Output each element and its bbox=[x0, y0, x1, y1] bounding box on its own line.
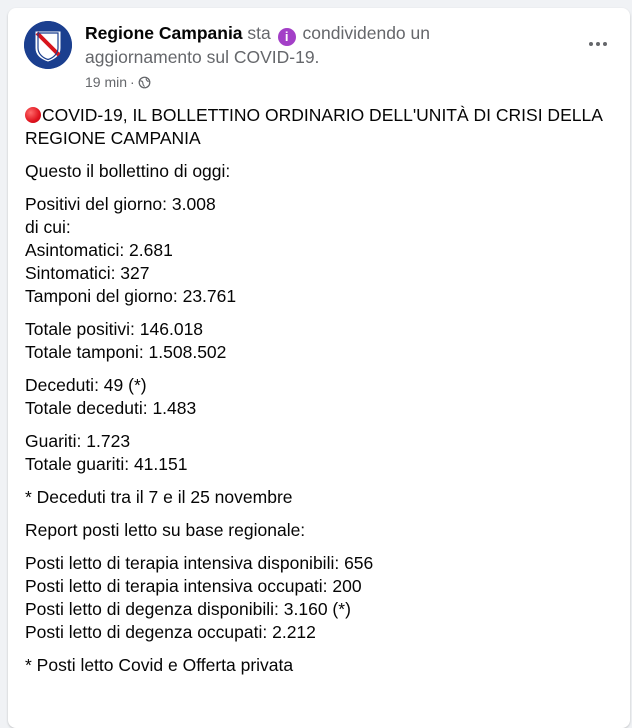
bulletin-paragraph bbox=[25, 552, 615, 644]
more-options-icon bbox=[589, 42, 593, 46]
bulletin-line: Guariti: 1.723 bbox=[25, 431, 131, 451]
bulletin-line: Asintomatici: 2.681 bbox=[25, 240, 173, 260]
activity-text: condividendo un aggiornamento sul COVID-19. bbox=[85, 23, 430, 67]
post-meta bbox=[85, 73, 151, 93]
bulletin-line: Totale positivi: 146.018 bbox=[25, 319, 204, 339]
red-circle-icon bbox=[25, 107, 41, 123]
bulletin-line: Tamponi del giorno: 23.761 bbox=[25, 286, 237, 306]
post-body bbox=[25, 104, 615, 687]
bulletin-paragraph bbox=[25, 193, 615, 308]
bulletin-line: Questo il bollettino di oggi: bbox=[25, 161, 231, 181]
campania-coat-of-arms-icon bbox=[24, 21, 72, 69]
bulletin-line: Posti letto di terapia intensiva occupati: 200 bbox=[25, 576, 362, 596]
headline bbox=[25, 104, 615, 150]
bulletin-line: * Deceduti tra il 7 e il 25 novembre bbox=[25, 487, 293, 507]
bulletin-paragraph bbox=[25, 519, 615, 542]
info-icon: i bbox=[278, 28, 296, 46]
more-options-button[interactable] bbox=[580, 32, 616, 56]
bulletin-line: Totale guariti: 41.151 bbox=[25, 454, 188, 474]
globe-icon[interactable] bbox=[138, 75, 151, 93]
bulletin-line: * Posti letto Covid e Offerta privata bbox=[25, 655, 294, 675]
bulletin-line: Sintomatici: 327 bbox=[25, 263, 150, 283]
headline-text: COVID-19, IL BOLLETTINO ORDINARIO DELL'UNITÀ DI CRISI DELLA REGIONE CAMPANIA bbox=[25, 105, 602, 148]
page-name-link[interactable]: Regione Campania bbox=[85, 23, 243, 43]
bulletin-line: Report posti letto su base regionale: bbox=[25, 520, 306, 540]
bulletin-paragraph bbox=[25, 374, 615, 420]
bulletin-line: Deceduti: 49 (*) bbox=[25, 375, 147, 395]
more-options-dot bbox=[596, 42, 600, 46]
page-avatar[interactable] bbox=[24, 21, 72, 69]
bulletin-paragraph bbox=[25, 486, 615, 509]
bulletin-paragraph bbox=[25, 160, 615, 183]
verb-text: sta bbox=[247, 23, 271, 43]
bulletin-line: Totale tamponi: 1.508.502 bbox=[25, 342, 227, 362]
post-card bbox=[8, 8, 630, 728]
post-header bbox=[85, 22, 515, 68]
bulletin-line: di cui: bbox=[25, 217, 71, 237]
bulletin-paragraphs bbox=[25, 160, 615, 677]
meta-separator: · bbox=[130, 74, 135, 90]
more-options-dot bbox=[603, 42, 607, 46]
timestamp-link[interactable]: 19 min bbox=[85, 74, 128, 90]
bulletin-line: Posti letto di degenza occupati: 2.212 bbox=[25, 622, 316, 642]
bulletin-line: Totale deceduti: 1.483 bbox=[25, 398, 197, 418]
bulletin-paragraph bbox=[25, 654, 615, 677]
bulletin-paragraph bbox=[25, 318, 615, 364]
bulletin-paragraph bbox=[25, 430, 615, 476]
bulletin-line: Posti letto di terapia intensiva disponibili: 656 bbox=[25, 553, 374, 573]
bulletin-line: Posti letto di degenza disponibili: 3.160 (*) bbox=[25, 599, 351, 619]
bulletin-line: Positivi del giorno: 3.008 bbox=[25, 194, 216, 214]
